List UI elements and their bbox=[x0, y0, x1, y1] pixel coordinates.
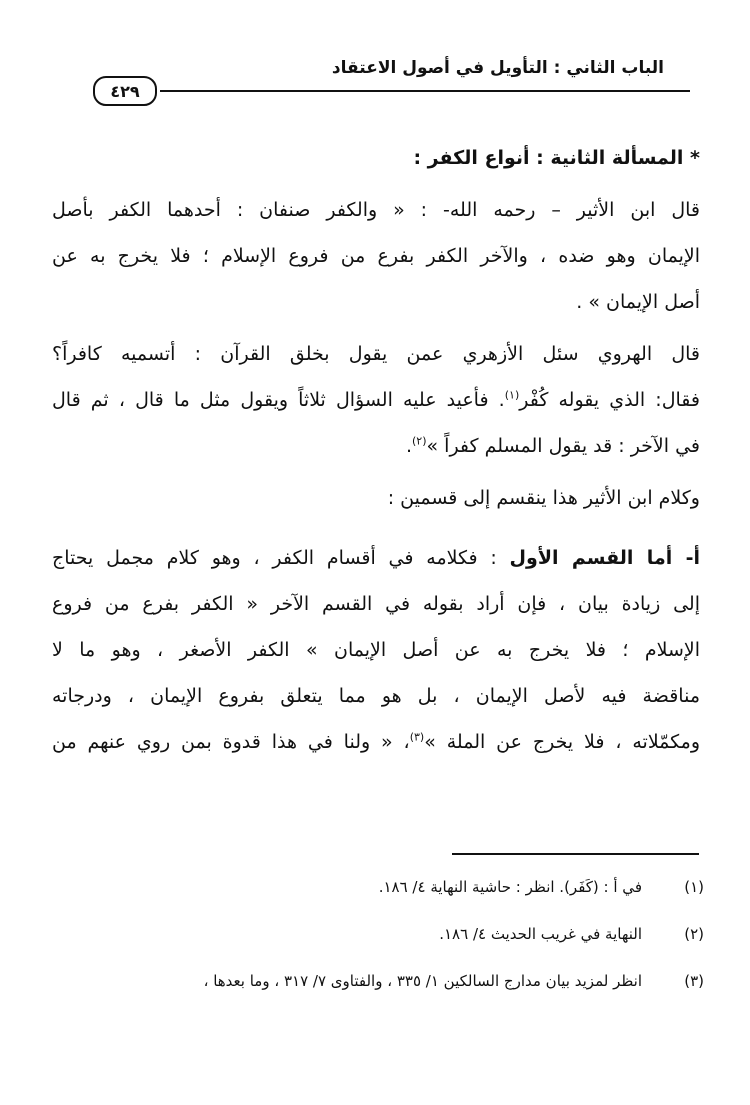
text-fragment: ، « ولنا في هذا قدوة بمن روي عنهم من bbox=[52, 731, 410, 753]
text-line: أصل الإيمان » . bbox=[576, 291, 700, 313]
header-rule bbox=[160, 90, 690, 92]
footnote-ref: (٢) bbox=[411, 434, 427, 448]
footnote bbox=[82, 966, 704, 1013]
page-number: ٤٢٩ bbox=[93, 76, 157, 106]
footnote-number: (١) bbox=[684, 878, 704, 896]
footnote-text: في أ : (كَفَر). انظر : حاشية النهاية ٤/ ١٨٦. bbox=[378, 878, 642, 896]
text-fragment: : فكلامه في أقسام الكفر ، وهو كلام مجمل يحتاج bbox=[52, 547, 510, 569]
footnote-ref: (١) bbox=[504, 388, 520, 402]
footnote-rule bbox=[452, 853, 699, 855]
footnote-text: النهاية في غريب الحديث ٤/ ١٨٦. bbox=[439, 925, 642, 943]
text-line: قال ابن الأثير – رحمه الله- : « والكفر صنفان : أحدهما الكفر بأصل bbox=[52, 199, 700, 221]
text-line: وكلام ابن الأثير هذا ينقسم إلى قسمين : bbox=[387, 487, 700, 509]
footnote-ref: (٣) bbox=[409, 730, 425, 744]
text-line: إلى زيادة بيان ، فإن أراد بقوله في القسم الآخر « الكفر بفرع من فروع bbox=[52, 593, 700, 615]
text-line bbox=[52, 423, 700, 469]
footnote-number: (٣) bbox=[684, 972, 704, 990]
subsection-label: أ- أما القسم الأول bbox=[509, 547, 700, 569]
text-line bbox=[52, 377, 700, 423]
text-fragment: ومكمّلاته ، فلا يخرج عن الملة » bbox=[424, 731, 700, 753]
text-fragment: . bbox=[405, 435, 412, 457]
footnote-number: (٢) bbox=[684, 925, 704, 943]
running-title: الباب الثاني : التأويل في أصول الاعتقاد bbox=[331, 58, 664, 78]
text-line: قال الهروي سئل الأزهري عمن يقول بخلق القرآن : أتسميه كافراً؟ bbox=[52, 343, 700, 365]
text-line: مناقضة فيه لأصل الإيمان ، بل هو مما يتعلق بفروع الإيمان ، ودرجاته bbox=[52, 685, 700, 707]
text-fragment: في الآخر : قد يقول المسلم كفراً » bbox=[426, 435, 700, 457]
text-line: الإيمان وهو ضده ، والآخر الكفر بفرع من فروع الإسلام ؛ فلا يخرج به عن bbox=[52, 245, 700, 267]
footnote bbox=[82, 872, 704, 919]
footnotes bbox=[82, 872, 704, 1013]
text-line bbox=[52, 719, 700, 765]
text-fragment: فقال: الذي يقوله كُفْر bbox=[519, 389, 700, 411]
text-fragment: . فأعيد عليه السؤال ثلاثاً ويقول مثل ما قال ، ثم قال bbox=[52, 389, 505, 411]
footnote-text: انظر لمزيد بيان مدارج السالكين ١/ ٣٣٥ ، والفتاوى ٧/ ٣١٧ ، وما بعدها ، bbox=[203, 972, 642, 990]
section-heading: * المسألة الثانية : أنواع الكفر : bbox=[413, 147, 700, 169]
footnote bbox=[82, 919, 704, 966]
text-line bbox=[52, 535, 700, 581]
main-text bbox=[52, 135, 700, 765]
text-line: الإسلام ؛ فلا يخرج به عن أصل الإيمان » الكفر الأصغر ، وهو ما لا bbox=[52, 639, 700, 661]
